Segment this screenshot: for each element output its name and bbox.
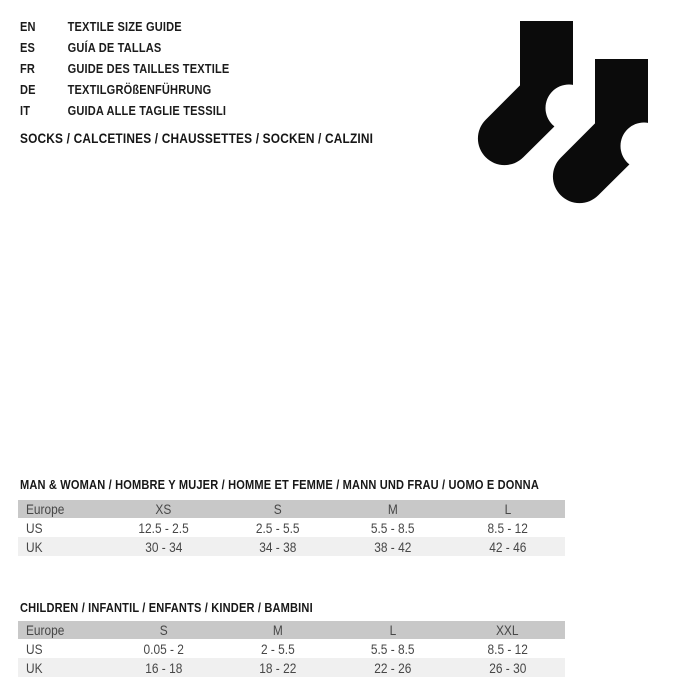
row-label-text: US	[26, 519, 43, 536]
size-value: 16 - 18	[144, 659, 182, 676]
column-header-label: Europe	[26, 622, 65, 638]
adult-table-title: MAN & WOMAN / HOMBRE Y MUJER / HOMME ET FEMME / MANN UND FRAU / UOMO E DONNA	[20, 476, 539, 492]
column-header-label: M	[273, 622, 284, 638]
size-cell	[221, 539, 336, 555]
language-row-es	[20, 37, 229, 58]
language-code: EN	[20, 19, 36, 34]
size-value: 8.5 - 12	[487, 640, 528, 657]
size-cell	[106, 520, 221, 536]
size-cell	[450, 520, 565, 536]
language-label: TEXTILE SIZE GUIDE	[67, 19, 182, 34]
language-row-de	[20, 79, 229, 100]
size-value: 18 - 22	[259, 659, 297, 676]
table-header-row	[18, 621, 565, 639]
size-cell	[106, 641, 221, 657]
socks-icon	[470, 15, 670, 210]
size-value: 34 - 38	[259, 538, 297, 555]
table-row-uk	[18, 537, 565, 556]
row-label-text: UK	[26, 538, 43, 555]
language-label: TEXTILGRÖßENFÜHRUNG	[67, 82, 212, 97]
size-cell	[450, 539, 565, 555]
language-row-fr	[20, 58, 229, 79]
size-value: 26 - 30	[489, 659, 527, 676]
column-header-size	[106, 622, 221, 638]
row-label	[18, 660, 106, 676]
table-row-us	[18, 518, 565, 537]
column-header-region	[18, 501, 106, 517]
size-value: 38 - 42	[374, 538, 412, 555]
column-header-label: M	[387, 501, 398, 517]
language-code: ES	[20, 40, 36, 55]
size-value: 2.5 - 5.5	[256, 519, 300, 536]
language-label: GUIDA ALLE TAGLIE TESSILI	[67, 103, 227, 118]
column-header-size	[106, 501, 221, 517]
column-header-size	[336, 622, 451, 638]
size-value: 5.5 - 8.5	[371, 640, 415, 657]
size-value: 5.5 - 8.5	[371, 519, 415, 536]
children-table-title: CHILDREN / INFANTIL / ENFANTS / KINDER / BAMBINI	[20, 599, 313, 615]
size-cell	[336, 520, 451, 536]
row-label	[18, 641, 106, 657]
language-row-it	[20, 100, 229, 121]
column-header-label: S	[159, 622, 168, 638]
column-header-label: XS	[155, 501, 172, 517]
row-label	[18, 520, 106, 536]
language-code: IT	[20, 103, 31, 118]
column-header-label: S	[274, 501, 283, 517]
category-title: SOCKS / CALCETINES / CHAUSSETTES / SOCKEN / CALZINI	[20, 129, 374, 146]
size-value: 0.05 - 2	[143, 640, 184, 657]
size-cell	[450, 660, 565, 676]
size-value: 30 - 34	[144, 538, 182, 555]
children-size-table	[18, 621, 565, 677]
size-value: 2 - 5.5	[261, 640, 295, 657]
table-row-us	[18, 639, 565, 658]
column-header-size	[450, 622, 565, 638]
column-header-label: Europe	[26, 501, 65, 517]
column-header-label: L	[504, 501, 511, 517]
column-header-region	[18, 622, 106, 638]
row-label-text: US	[26, 640, 43, 657]
language-list	[20, 16, 266, 121]
column-header-label: L	[389, 622, 397, 638]
language-code: FR	[20, 61, 36, 76]
size-cell	[106, 660, 221, 676]
size-value: 8.5 - 12	[487, 519, 528, 536]
language-row-en	[20, 16, 229, 37]
column-header-size	[450, 501, 565, 517]
size-cell	[336, 641, 451, 657]
size-cell	[336, 660, 451, 676]
size-cell	[221, 520, 336, 536]
size-value: 22 - 26	[374, 659, 412, 676]
column-header-size	[221, 622, 336, 638]
adult-size-table	[18, 500, 565, 556]
column-header-label: XXL	[496, 622, 519, 638]
row-label	[18, 539, 106, 555]
size-value: 42 - 46	[489, 538, 527, 555]
column-header-size	[336, 501, 451, 517]
language-label: GUIDE DES TAILLES TEXTILE	[67, 61, 230, 76]
size-cell	[221, 660, 336, 676]
size-cell	[450, 641, 565, 657]
table-row-uk	[18, 658, 565, 677]
language-label: GUÍA DE TALLAS	[67, 40, 162, 55]
row-label-text: UK	[26, 659, 43, 676]
size-cell	[336, 539, 451, 555]
column-header-size	[221, 501, 336, 517]
size-cell	[221, 641, 336, 657]
table-header-row	[18, 500, 565, 518]
size-cell	[106, 539, 221, 555]
language-code: DE	[20, 82, 36, 97]
size-value: 12.5 - 2.5	[138, 519, 189, 536]
